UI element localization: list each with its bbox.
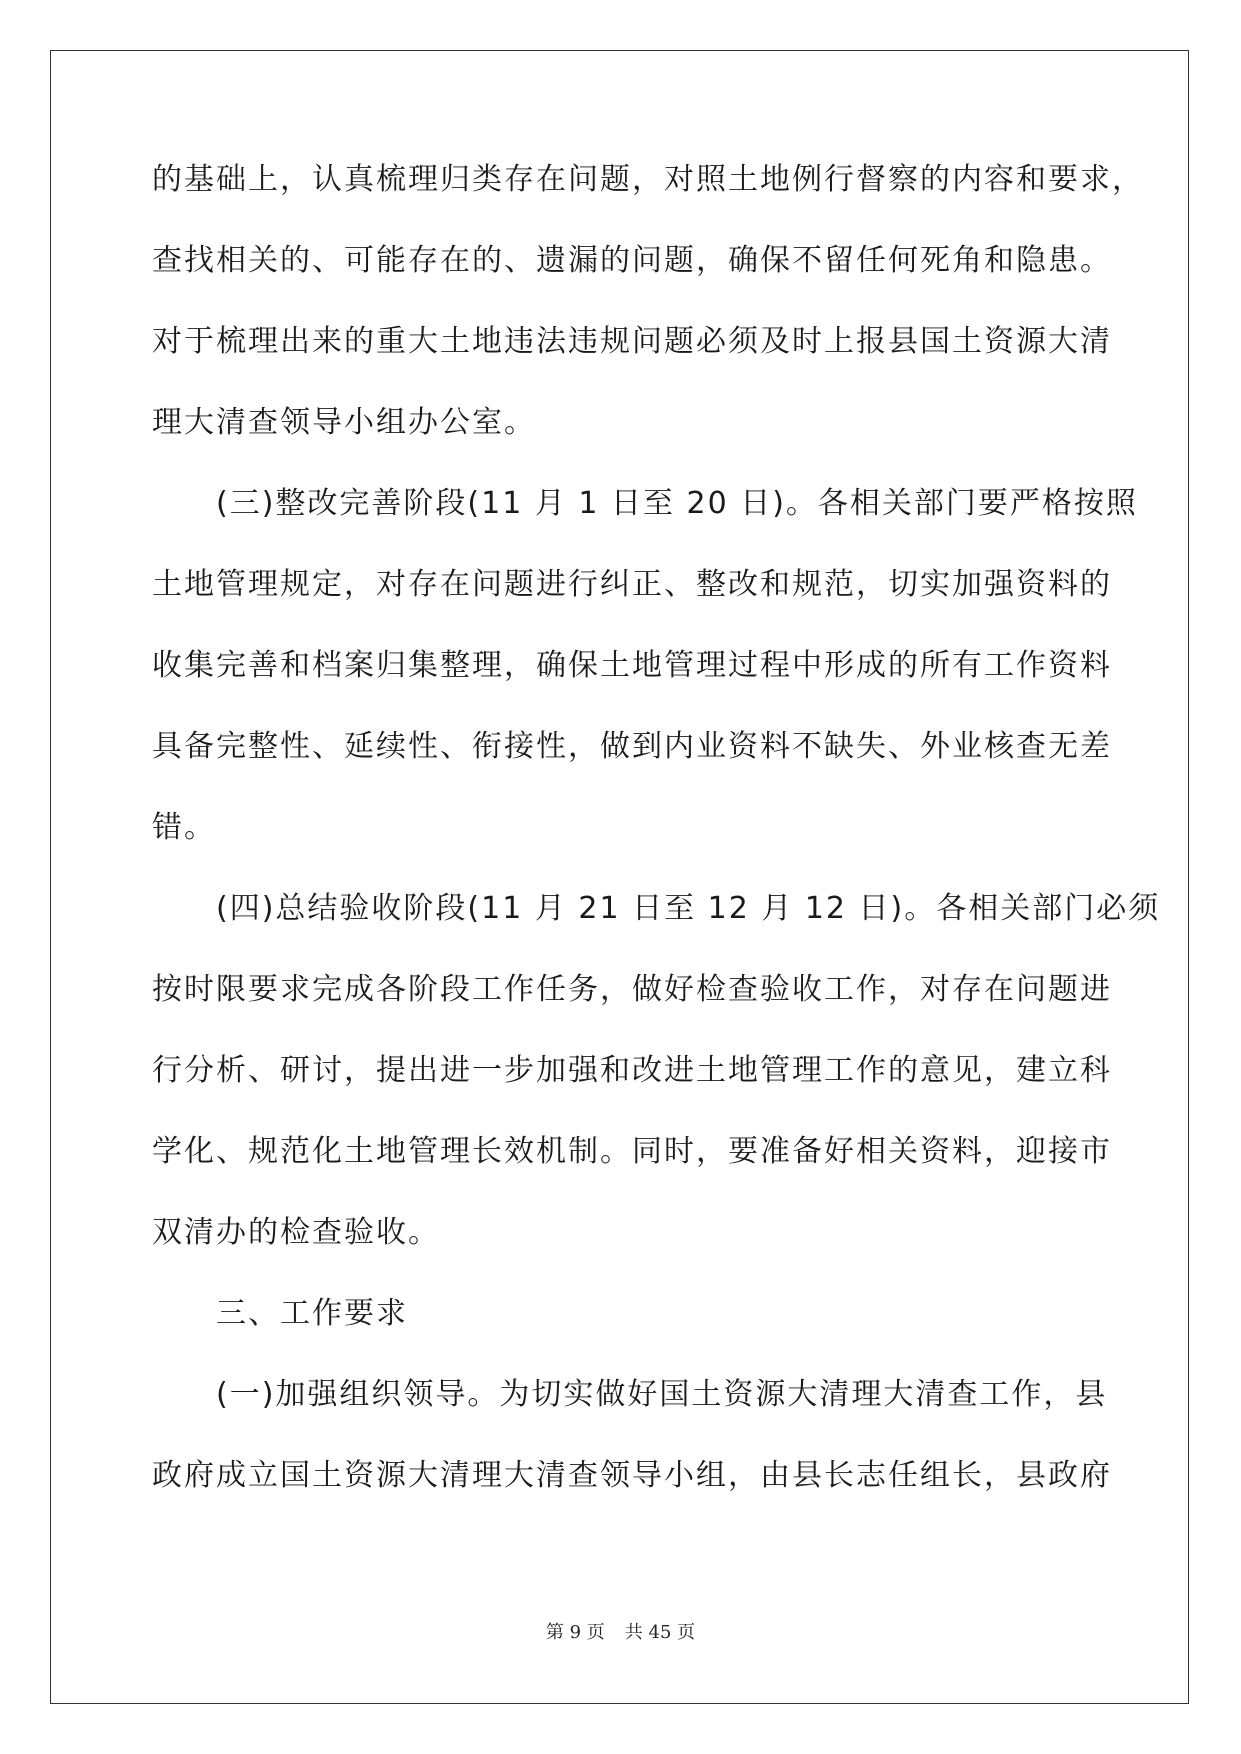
text-line: 理大清查领导小组办公室。 [152,405,536,440]
text-line: 按时限要求完成各阶段工作任务，做好检查验收工作，对存在问题进 [152,972,1112,1007]
document-body [152,160,1161,1537]
text-line: 学化、规范化土地管理长效机制。同时，要准备好相关资料，迎接市 [152,1134,1112,1169]
text-line: 收集完善和档案归集整理，确保土地管理过程中形成的所有工作资料 [152,648,1112,683]
text-line: 错。 [152,810,216,845]
text-line: 行分析、研讨，提出进一步加强和改进土地管理工作的意见，建立科 [152,1053,1112,1088]
text-line: 双清办的检查验收。 [152,1215,440,1250]
text-line: 查找相关的、可能存在的、遗漏的问题，确保不留任何死角和隐患。 [152,243,1112,278]
text-line: 政府成立国土资源大清理大清查领导小组，由县长志任组长，县政府 [152,1458,1112,1493]
section-heading: 三、工作要求 [216,1296,408,1331]
paragraph-start-line: (四)总结验收阶段(11 月 21 日至 12 月 12 日)。各相关部门必须 [216,891,1161,926]
text-line: 具备完整性、延续性、衔接性，做到内业资料不缺失、外业核查无差 [152,729,1112,764]
page-footer [0,1618,1241,1644]
text-line: 土地管理规定，对存在问题进行纠正、整改和规范，切实加强资料的 [152,567,1112,602]
paragraph-start-line: (一)加强组织领导。为切实做好国土资源大清理大清查工作，县 [216,1377,1108,1412]
page-number: 第 9 页 [545,1622,605,1643]
paragraph-start-line: (三)整改完善阶段(11 月 1 日至 20 日)。各相关部门要严格按照 [216,486,1138,521]
text-line: 对于梳理出来的重大土地违法违规问题必须及时上报县国土资源大清 [152,324,1112,359]
text-line: 的基础上，认真梳理归类存在问题，对照土地例行督察的内容和要求， [152,162,1144,197]
page-total: 共 45 页 [624,1622,696,1643]
